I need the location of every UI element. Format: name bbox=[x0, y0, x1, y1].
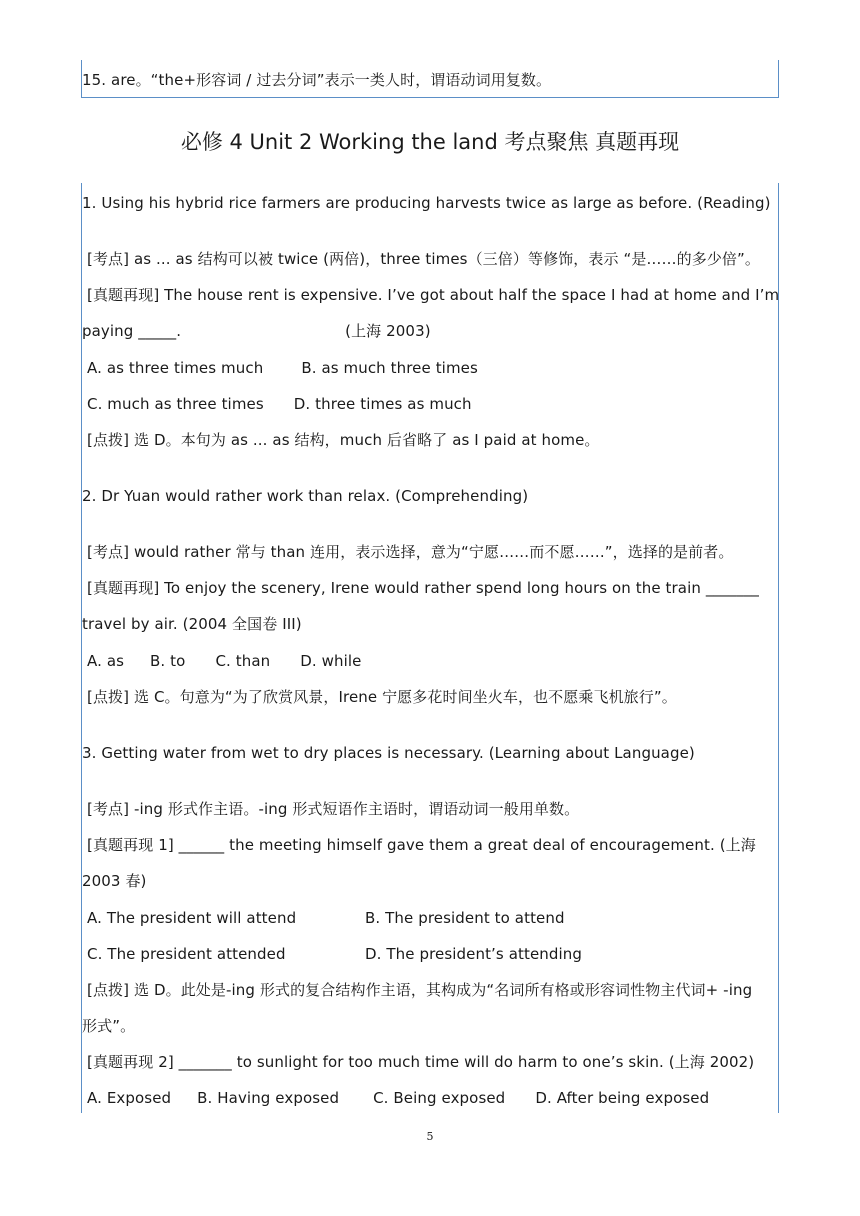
page-title: 必修 4 Unit 2 Working the land 考点聚焦 真题再现 bbox=[180, 130, 680, 154]
item-2-sentence: 2. Dr Yuan would rather work than relax. (Comprehending) bbox=[82, 487, 529, 505]
option-a: A. as three times much bbox=[87, 359, 264, 377]
item-3-exam-2-line-1: [真题再现 2] _______ to sunlight for too much time will do harm to one’s skin. (上海 2002) bbox=[87, 1053, 755, 1071]
item-3-exam-1-line-2: 2003 春) bbox=[82, 872, 147, 890]
item-3-analysis-line-2: 形式”。 bbox=[82, 1017, 136, 1035]
item-3-sentence: 3. Getting water from wet to dry places is necessary. (Learning about Language) bbox=[82, 744, 695, 762]
page-number: 5 bbox=[426, 1130, 434, 1143]
item-2-exam-line-2: travel by air. (2004 全国卷 III) bbox=[82, 615, 302, 633]
option-b: B. as much three times bbox=[301, 359, 478, 377]
option-c: C. than bbox=[215, 652, 271, 670]
option-b: B. The president to attend bbox=[365, 909, 565, 927]
option-a: A. The president will attend bbox=[87, 909, 297, 927]
top-box-bottom-border bbox=[81, 97, 779, 98]
item-2-analysis: [点拨] 选 C。句意为“为了欣赏风景，Irene 宁愿多花时间坐火车，也不愿乘飞机旅行”。 bbox=[87, 688, 677, 706]
item-3-exam-1-options-row-2 bbox=[87, 945, 582, 963]
option-a: A. as bbox=[87, 652, 125, 670]
item-2-options bbox=[87, 652, 361, 670]
option-b: B. to bbox=[150, 652, 186, 670]
item-3-exam-1-line-1: [真题再现 1] ______ the meeting himself gave them a great deal of encouragement. (上海 bbox=[87, 836, 756, 854]
item-3-exam-1-options-row-1 bbox=[87, 909, 565, 927]
option-c: C. Being exposed bbox=[373, 1089, 506, 1107]
item-1-options-row-2 bbox=[87, 395, 472, 413]
option-c: C. much as three times bbox=[87, 395, 264, 413]
option-a: A. Exposed bbox=[87, 1089, 172, 1107]
option-d: D. After being exposed bbox=[535, 1089, 710, 1107]
item-3-exam-2-options bbox=[87, 1089, 709, 1107]
item-1-exam-line-2 bbox=[82, 322, 431, 340]
item-1-exam-line-1: [真题再现] The house rent is expensive. I’ve got about half the space I had at home and I’m bbox=[87, 286, 780, 304]
item-1-point: [考点] as ... as 结构可以被 twice (两倍)，three times（三倍）等修饰，表示 “是……的多少倍”。 bbox=[87, 250, 760, 268]
main-box-right-border bbox=[778, 183, 779, 1113]
top-note: 15. are。“the+形容词 / 过去分词”表示一类人时，谓语动词用复数。 bbox=[82, 71, 552, 89]
item-1-analysis: [点拨] 选 D。本句为 as ... as 结构，much 后省略了 as I paid at home。 bbox=[87, 431, 600, 449]
top-box-right-border bbox=[778, 60, 779, 98]
item-1-exam-source: (上海 2003) bbox=[345, 322, 431, 340]
option-c: C. The president attended bbox=[87, 945, 286, 963]
item-2-exam-line-1: [真题再现] To enjoy the scenery, Irene would rather spend long hours on the train _______ bbox=[87, 579, 760, 597]
item-1-options-row-1 bbox=[87, 359, 478, 377]
option-d: D. The president’s attending bbox=[365, 945, 583, 963]
item-1-exam-line-2-text: paying _____. bbox=[82, 322, 182, 340]
item-2-point: [考点] would rather 常与 than 连用，表示选择，意为“宁愿……而不愿……”，选择的是前者。 bbox=[87, 543, 734, 561]
option-d: D. while bbox=[300, 652, 362, 670]
item-1-sentence: 1. Using his hybrid rice farmers are producing harvests twice as large as before. (Reading) bbox=[82, 194, 771, 212]
item-3-point: [考点] -ing 形式作主语。-ing 形式短语作主语时，谓语动词一般用单数。 bbox=[87, 800, 580, 818]
option-b: B. Having exposed bbox=[197, 1089, 340, 1107]
item-3-analysis-line-1: [点拨] 选 D。此处是-ing 形式的复合结构作主语，其构成为“名词所有格或形容词性物主代词+ -ing bbox=[87, 981, 753, 999]
option-d: D. three times as much bbox=[293, 395, 472, 413]
